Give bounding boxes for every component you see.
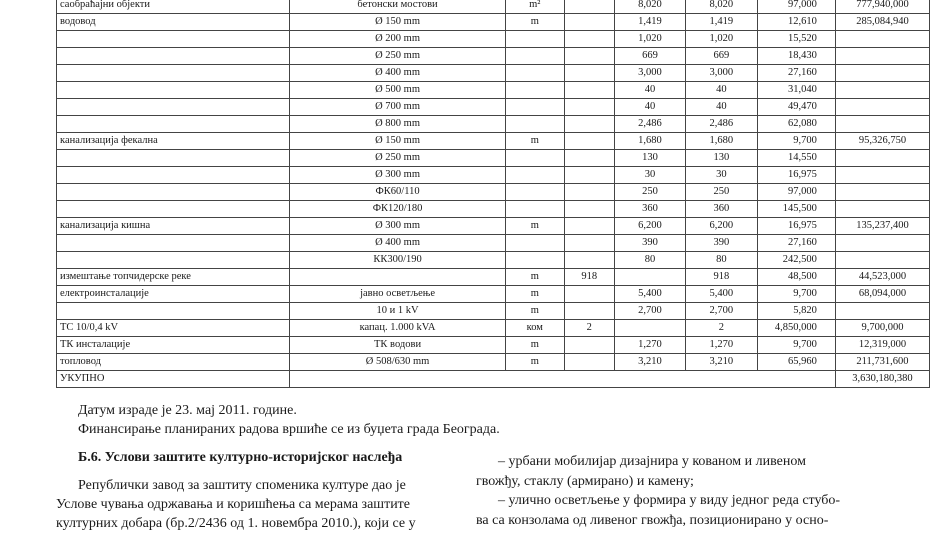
- quantity-total-cell: 30: [686, 167, 757, 184]
- quantity-b-cell: 669: [614, 48, 685, 65]
- total-cost-cell: [835, 99, 929, 116]
- quantity-b-cell: 250: [614, 184, 685, 201]
- unit-cell: [505, 201, 564, 218]
- unit-price-cell: 97,000: [757, 0, 835, 14]
- item-name-cell: [57, 65, 290, 82]
- quantity-b-cell: 40: [614, 99, 685, 116]
- unit-price-cell: 49,470: [757, 99, 835, 116]
- quantity-total-cell: 1,419: [686, 14, 757, 31]
- unit-cell: [505, 99, 564, 116]
- total-cost-cell: [835, 150, 929, 167]
- total-cost-cell: [835, 235, 929, 252]
- unit-price-cell: 14,550: [757, 150, 835, 167]
- item-type-cell: Ø 400 mm: [290, 65, 506, 82]
- table-row: [57, 337, 930, 354]
- total-cost-cell: 777,940,000: [835, 0, 929, 14]
- quantity-total-cell: 6,200: [686, 218, 757, 235]
- unit-price-cell: 27,160: [757, 65, 835, 82]
- quantity-b-cell: 2,700: [614, 303, 685, 320]
- quantity-total-cell: 390: [686, 235, 757, 252]
- item-name-cell: [57, 303, 290, 320]
- unit-price-cell: 15,520: [757, 31, 835, 48]
- unit-price-cell: 18,430: [757, 48, 835, 65]
- item-name-cell: [57, 201, 290, 218]
- item-name-cell: измештање топчидерске реке: [57, 269, 290, 286]
- quantity-a-cell: [564, 337, 614, 354]
- unit-price-cell: 9,700: [757, 286, 835, 303]
- total-cost-cell: 95,326,750: [835, 133, 929, 150]
- unit-cell: m: [505, 303, 564, 320]
- quantity-total-cell: 360: [686, 201, 757, 218]
- right-line-4: ва са конзолама од ливеног гвожђа, позиционирано у осно-: [476, 512, 829, 528]
- right-column-text: [476, 452, 876, 530]
- quantity-a-cell: [564, 99, 614, 116]
- item-type-cell: Ø 508/630 mm: [290, 354, 506, 371]
- table-row: [57, 31, 930, 48]
- right-line-3: – улично осветљење у формира у виду једног реда стубо-: [498, 493, 841, 508]
- unit-cell: [505, 48, 564, 65]
- table-row: [57, 48, 930, 65]
- unit-price-cell: 31,040: [757, 82, 835, 99]
- quantity-total-cell: 2,486: [686, 116, 757, 133]
- item-type-cell: капац. 1.000 kVA: [290, 320, 506, 337]
- item-type-cell: ТК водови: [290, 337, 506, 354]
- item-type-cell: Ø 150 mm: [290, 14, 506, 31]
- item-name-cell: [57, 235, 290, 252]
- quantity-a-cell: [564, 286, 614, 303]
- item-name-cell: канализација кишна: [57, 218, 290, 235]
- unit-price-cell: 97,000: [757, 184, 835, 201]
- unit-price-cell: 65,960: [757, 354, 835, 371]
- item-type-cell: Ø 700 mm: [290, 99, 506, 116]
- total-cost-cell: 44,523,000: [835, 269, 929, 286]
- item-name-cell: топловод: [57, 354, 290, 371]
- unit-cell: m²: [505, 0, 564, 14]
- left-column-text: [56, 476, 459, 533]
- quantity-b-cell: 390: [614, 235, 685, 252]
- quantity-b-cell: 130: [614, 150, 685, 167]
- unit-price-cell: 27,160: [757, 235, 835, 252]
- quantity-total-cell: 5,400: [686, 286, 757, 303]
- unit-price-cell: 16,975: [757, 167, 835, 184]
- quantity-total-cell: 40: [686, 82, 757, 99]
- item-type-cell: ФК120/180: [290, 201, 506, 218]
- unit-cell: [505, 116, 564, 133]
- quantity-total-cell: 918: [686, 269, 757, 286]
- table-row: [57, 150, 930, 167]
- quantity-b-cell: 40: [614, 82, 685, 99]
- quantity-total-cell: 3,000: [686, 65, 757, 82]
- total-cost-cell: 211,731,600: [835, 354, 929, 371]
- total-cost-cell: [835, 303, 929, 320]
- table-row: [57, 218, 930, 235]
- table-row: [57, 269, 930, 286]
- item-type-cell: Ø 200 mm: [290, 31, 506, 48]
- unit-cell: [505, 184, 564, 201]
- quantity-a-cell: [564, 48, 614, 65]
- item-name-cell: [57, 167, 290, 184]
- item-name-cell: саобраћајни објекти: [57, 0, 290, 14]
- quantity-total-cell: 40: [686, 99, 757, 116]
- unit-cell: m: [505, 218, 564, 235]
- quantity-b-cell: 30: [614, 167, 685, 184]
- table-row: [57, 286, 930, 303]
- total-cost-cell: [835, 167, 929, 184]
- quantity-a-cell: [564, 303, 614, 320]
- unit-price-cell: 62,080: [757, 116, 835, 133]
- table-row: [57, 0, 930, 14]
- unit-price-cell: 145,500: [757, 201, 835, 218]
- section-heading: Б.6. Услови заштите културно-историјског наслеђа: [78, 450, 403, 465]
- quantity-a-cell: 918: [564, 269, 614, 286]
- unit-cell: [505, 31, 564, 48]
- quantity-b-cell: 8,020: [614, 0, 685, 14]
- total-cost-cell: [835, 252, 929, 269]
- item-name-cell: [57, 184, 290, 201]
- cost-table: [56, 0, 930, 388]
- quantity-b-cell: 6,200: [614, 218, 685, 235]
- unit-cell: m: [505, 14, 564, 31]
- quantity-a-cell: [564, 116, 614, 133]
- quantity-a-cell: 2: [564, 320, 614, 337]
- total-cost-cell: 285,084,940: [835, 14, 929, 31]
- table-row: [57, 201, 930, 218]
- quantity-b-cell: 1,419: [614, 14, 685, 31]
- quantity-a-cell: [564, 0, 614, 14]
- quantity-a-cell: [564, 354, 614, 371]
- total-cost-cell: 12,319,000: [835, 337, 929, 354]
- quantity-total-cell: 8,020: [686, 0, 757, 14]
- right-line-1: – урбани мобилијар дизајнира у кованом и ливеном: [498, 454, 806, 469]
- quantity-b-cell: 5,400: [614, 286, 685, 303]
- item-name-cell: [57, 99, 290, 116]
- item-name-cell: [57, 252, 290, 269]
- quantity-total-cell: 1,270: [686, 337, 757, 354]
- quantity-a-cell: [564, 252, 614, 269]
- unit-price-cell: 242,500: [757, 252, 835, 269]
- item-type-cell: бетонски мостови: [290, 0, 506, 14]
- quantity-total-cell: 80: [686, 252, 757, 269]
- right-line-2: гвожђу, стаклу (армирано) и камену;: [476, 473, 694, 489]
- item-name-cell: ТК инсталације: [57, 337, 290, 354]
- item-type-cell: ФК60/110: [290, 184, 506, 201]
- unit-price-cell: 9,700: [757, 337, 835, 354]
- unit-cell: m: [505, 354, 564, 371]
- table-row: [57, 14, 930, 31]
- quantity-a-cell: [564, 184, 614, 201]
- quantity-b-cell: [614, 269, 685, 286]
- unit-price-cell: 9,700: [757, 133, 835, 150]
- unit-price-cell: 5,820: [757, 303, 835, 320]
- item-name-cell: водовод: [57, 14, 290, 31]
- item-type-cell: Ø 500 mm: [290, 82, 506, 99]
- date-note: Датум израде је 23. мај 2011. године.: [78, 403, 297, 418]
- quantity-b-cell: 3,000: [614, 65, 685, 82]
- table-row: [57, 320, 930, 337]
- table-row: [57, 99, 930, 116]
- item-name-cell: [57, 31, 290, 48]
- left-line-3: културних добара (бр.2/2436 од 1. новембра 2010.), који се у: [56, 516, 416, 531]
- item-name-cell: [57, 150, 290, 167]
- item-type-cell: јавно осветљење: [290, 286, 506, 303]
- table-row: [57, 167, 930, 184]
- total-cost-cell: [835, 201, 929, 218]
- total-cost-cell: [835, 82, 929, 99]
- unit-cell: m: [505, 133, 564, 150]
- quantity-total-cell: 250: [686, 184, 757, 201]
- quantity-a-cell: [564, 150, 614, 167]
- item-type-cell: [290, 269, 506, 286]
- item-type-cell: Ø 250 mm: [290, 48, 506, 65]
- unit-price-cell: 16,975: [757, 218, 835, 235]
- total-cost-cell: [835, 31, 929, 48]
- item-type-cell: Ø 150 mm: [290, 133, 506, 150]
- quantity-a-cell: [564, 167, 614, 184]
- table-row: [57, 82, 930, 99]
- left-line-1: Републички завод за заштиту споменика културе дао је: [78, 478, 406, 493]
- quantity-b-cell: 1,680: [614, 133, 685, 150]
- quantity-b-cell: 360: [614, 201, 685, 218]
- quantity-total-cell: 669: [686, 48, 757, 65]
- total-cost-cell: [835, 184, 929, 201]
- financing-note: Финансирање планираних радова вршиће се из буџета града Београда.: [78, 422, 500, 437]
- quantity-a-cell: [564, 65, 614, 82]
- unit-cell: m: [505, 286, 564, 303]
- total-cost-cell: [835, 48, 929, 65]
- unit-cell: [505, 252, 564, 269]
- unit-cell: [505, 82, 564, 99]
- quantity-b-cell: 2,486: [614, 116, 685, 133]
- total-cost-cell: 68,094,000: [835, 286, 929, 303]
- quantity-total-cell: 1,680: [686, 133, 757, 150]
- quantity-total-cell: 2,700: [686, 303, 757, 320]
- table-row: [57, 116, 930, 133]
- quantity-a-cell: [564, 218, 614, 235]
- item-name-cell: [57, 82, 290, 99]
- item-name-cell: ТС 10/0,4 kV: [57, 320, 290, 337]
- table-row: [57, 354, 930, 371]
- unit-cell: [505, 167, 564, 184]
- total-row: [57, 371, 930, 388]
- item-type-cell: 10 и 1 kV: [290, 303, 506, 320]
- item-type-cell: Ø 800 mm: [290, 116, 506, 133]
- quantity-total-cell: 2: [686, 320, 757, 337]
- item-type-cell: Ø 250 mm: [290, 150, 506, 167]
- item-type-cell: КК300/190: [290, 252, 506, 269]
- item-type-cell: Ø 400 mm: [290, 235, 506, 252]
- quantity-a-cell: [564, 133, 614, 150]
- total-value: 3,630,180,380: [835, 371, 929, 388]
- quantity-b-cell: 1,270: [614, 337, 685, 354]
- table-row: [57, 65, 930, 82]
- item-name-cell: [57, 48, 290, 65]
- item-name-cell: канализација фекална: [57, 133, 290, 150]
- item-type-cell: Ø 300 mm: [290, 167, 506, 184]
- total-cost-cell: [835, 116, 929, 133]
- quantity-a-cell: [564, 201, 614, 218]
- unit-cell: [505, 150, 564, 167]
- unit-price-cell: 4,850,000: [757, 320, 835, 337]
- table-row: [57, 303, 930, 320]
- table-row: [57, 252, 930, 269]
- item-name-cell: [57, 116, 290, 133]
- unit-cell: [505, 235, 564, 252]
- table-row: [57, 133, 930, 150]
- left-line-2: Услове чувања одржавања и коришћења са мерама заштите: [56, 497, 411, 512]
- quantity-a-cell: [564, 14, 614, 31]
- unit-cell: ком: [505, 320, 564, 337]
- quantity-a-cell: [564, 235, 614, 252]
- total-cost-cell: [835, 65, 929, 82]
- quantity-a-cell: [564, 31, 614, 48]
- unit-price-cell: 12,610: [757, 14, 835, 31]
- unit-price-cell: 48,500: [757, 269, 835, 286]
- unit-cell: m: [505, 337, 564, 354]
- item-type-cell: Ø 300 mm: [290, 218, 506, 235]
- item-name-cell: електроинсталације: [57, 286, 290, 303]
- unit-cell: m: [505, 269, 564, 286]
- quantity-total-cell: 3,210: [686, 354, 757, 371]
- total-cost-cell: 135,237,400: [835, 218, 929, 235]
- quantity-b-cell: 80: [614, 252, 685, 269]
- unit-cell: [505, 65, 564, 82]
- total-cost-cell: 9,700,000: [835, 320, 929, 337]
- table-row: [57, 184, 930, 201]
- quantity-b-cell: [614, 320, 685, 337]
- quantity-b-cell: 3,210: [614, 354, 685, 371]
- total-spacer: [290, 371, 836, 388]
- quantity-a-cell: [564, 82, 614, 99]
- total-label: УКУПНО: [57, 371, 290, 388]
- quantity-b-cell: 1,020: [614, 31, 685, 48]
- table-row: [57, 235, 930, 252]
- quantity-total-cell: 130: [686, 150, 757, 167]
- quantity-total-cell: 1,020: [686, 31, 757, 48]
